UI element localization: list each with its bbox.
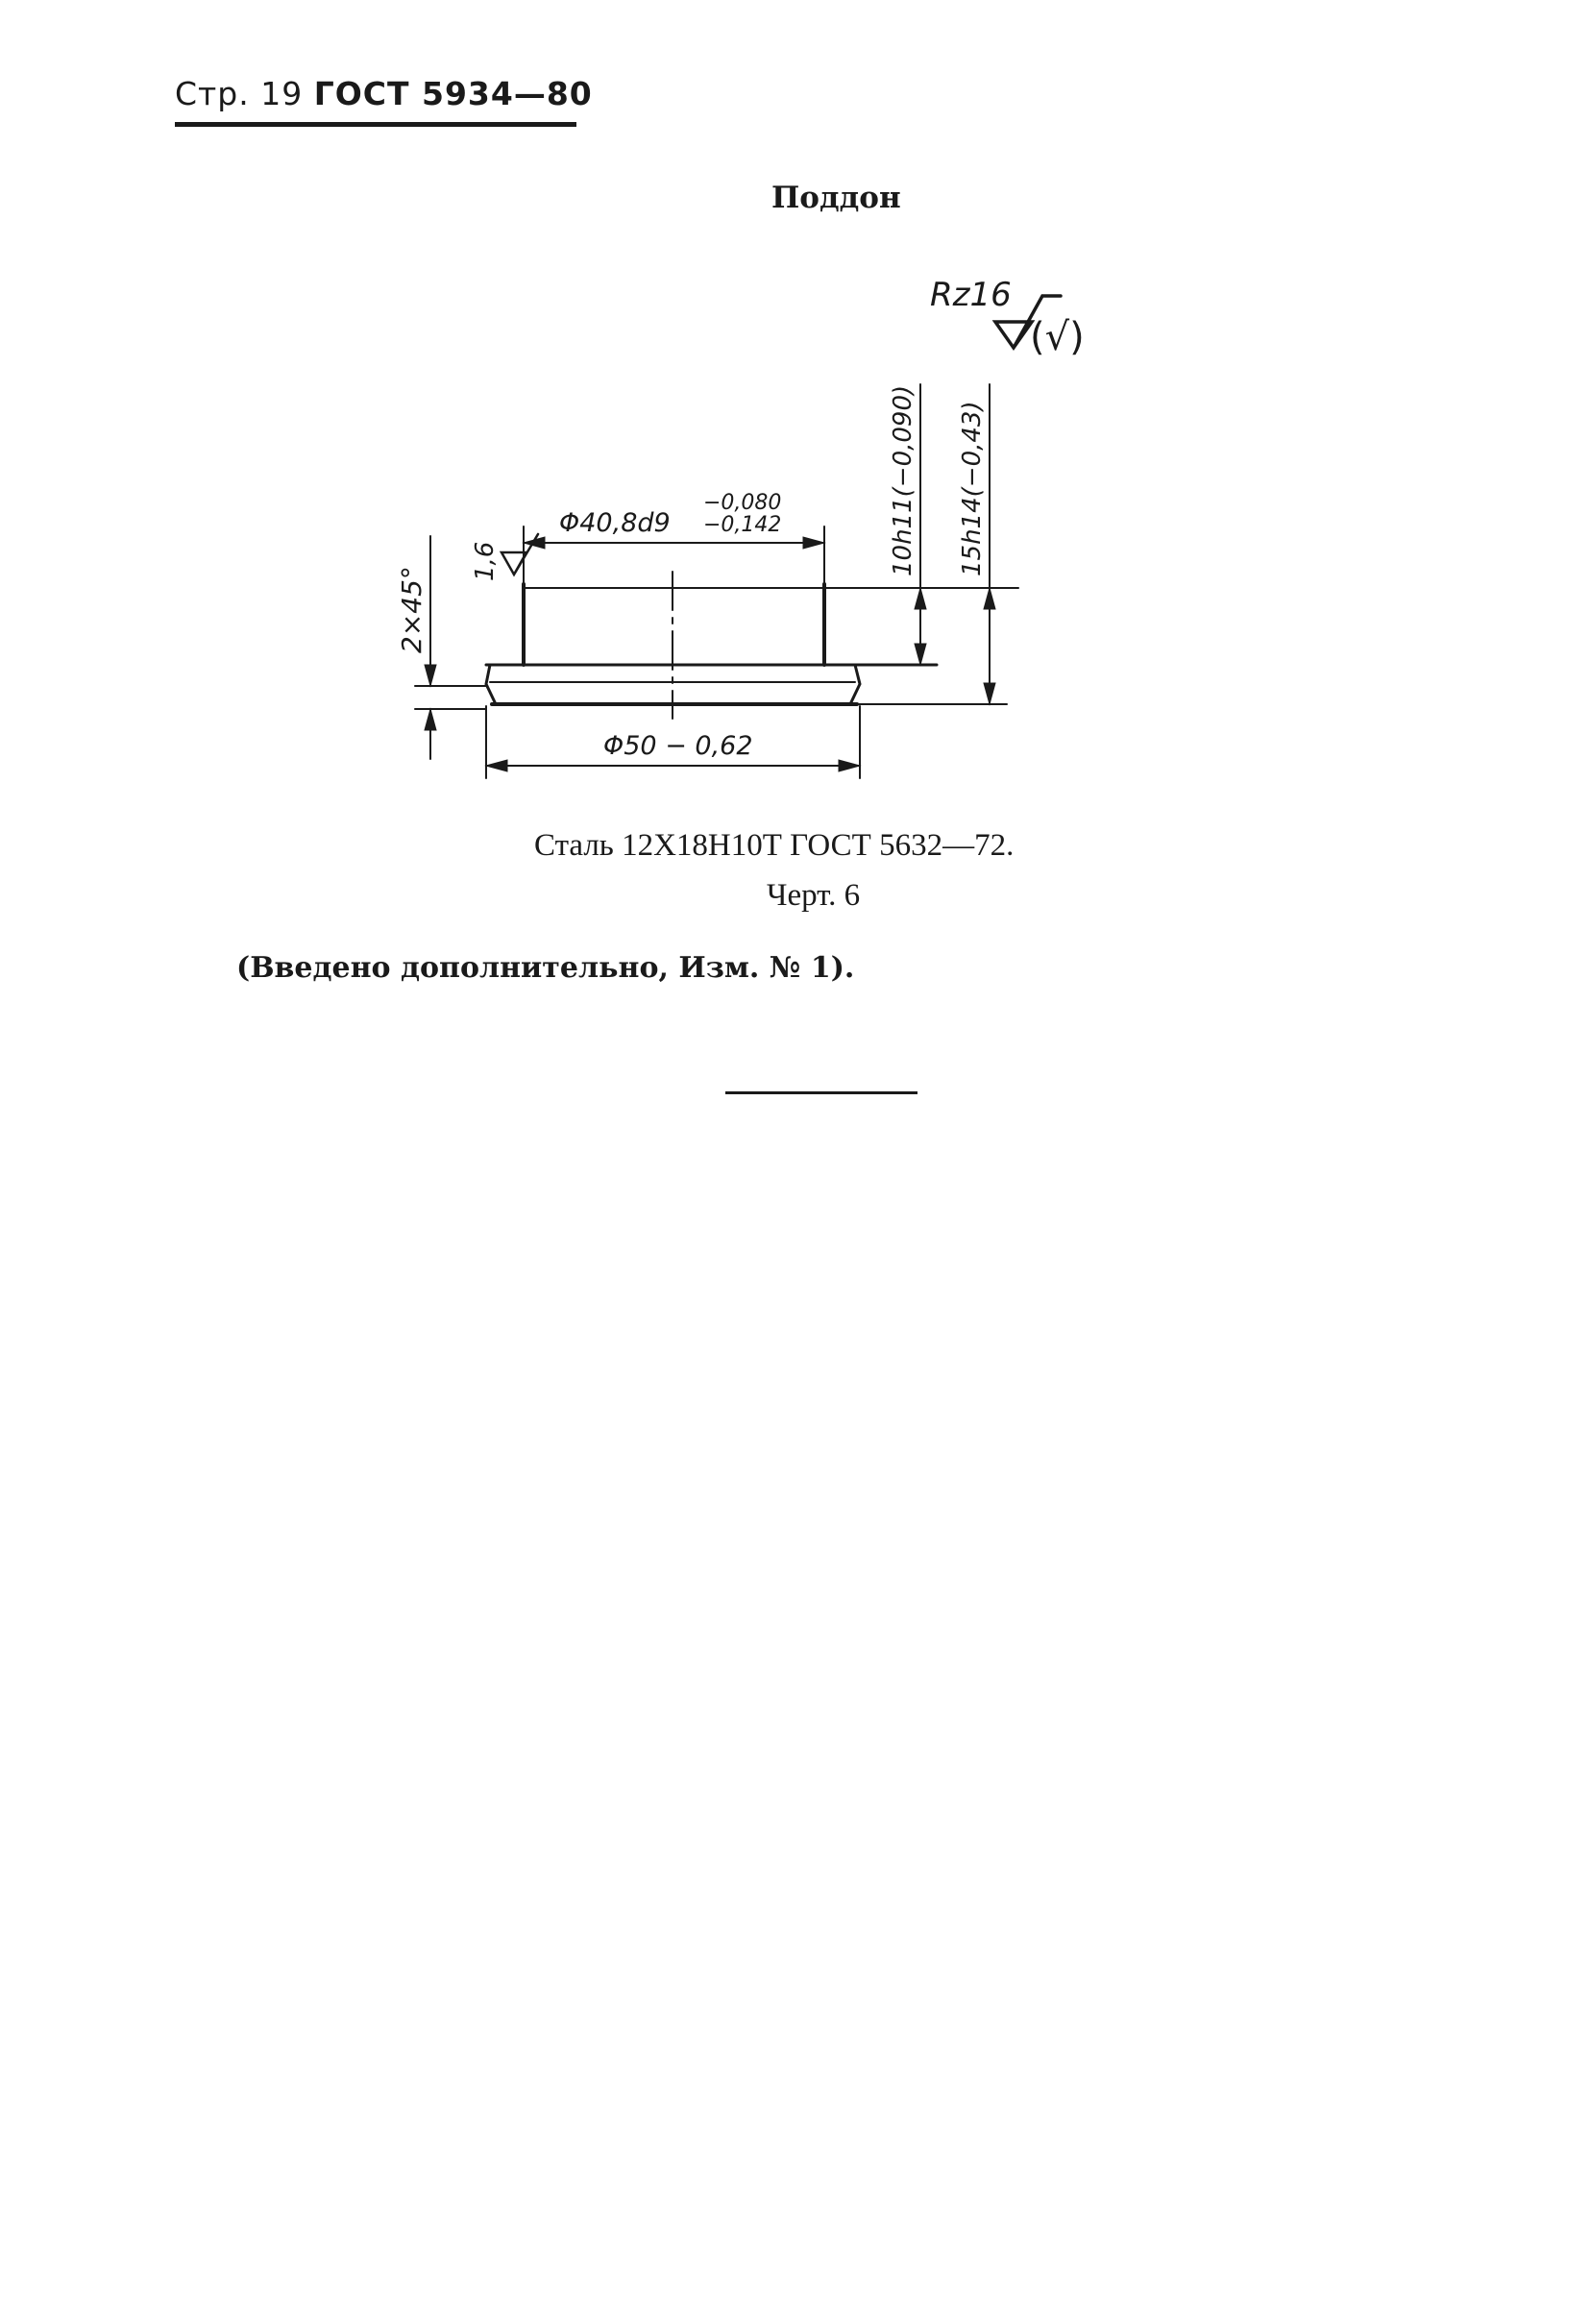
height1-label: 10h11(−0,090) [889,384,917,576]
material-spec: Сталь 12Х18Н10Т ГОСТ 5632—72. [534,828,1015,863]
amendment-note: (Введено дополнительно, Изм. № 1). [236,951,855,985]
height1-arrow-top [915,588,926,609]
flange-right-chamfer [850,665,860,704]
height2-arrow-bottom [984,683,995,704]
figure-caption: Черт. 6 [767,878,861,913]
base-dia-arrow-right [839,760,860,771]
height1-arrow-bottom [915,644,926,665]
height2-label: 15h14(−0,43) [958,401,987,576]
drawing-title: Поддон [771,181,901,215]
top-dia-label: Φ40,8d9 [559,508,671,538]
base-dia-arrow-left [486,760,507,771]
height2-arrow-top [984,588,995,609]
page-number: Стр. 19 [175,75,304,112]
gost-number: ГОСТ 5934—80 [313,75,593,112]
roughness-main-label: Rz16 [930,276,1012,314]
end-rule [725,1091,917,1094]
base-dia-label: Φ50 − 0,62 [603,731,753,761]
flange-left-chamfer [486,665,496,704]
top-dia-arrow-right [803,537,824,549]
chamfer-arrow-top [425,665,436,686]
top-dia-tol-upper: −0,080 [703,491,782,515]
chamfer-arrow-bottom [425,709,436,730]
chamfer-label: 2×45° [396,566,428,653]
top-dia-tol-lower: −0,142 [703,513,782,537]
technical-drawing [0,0,1590,865]
roughness-paren-label: (√) [1030,315,1085,359]
roughness-face-label: 1,6 [471,541,500,581]
